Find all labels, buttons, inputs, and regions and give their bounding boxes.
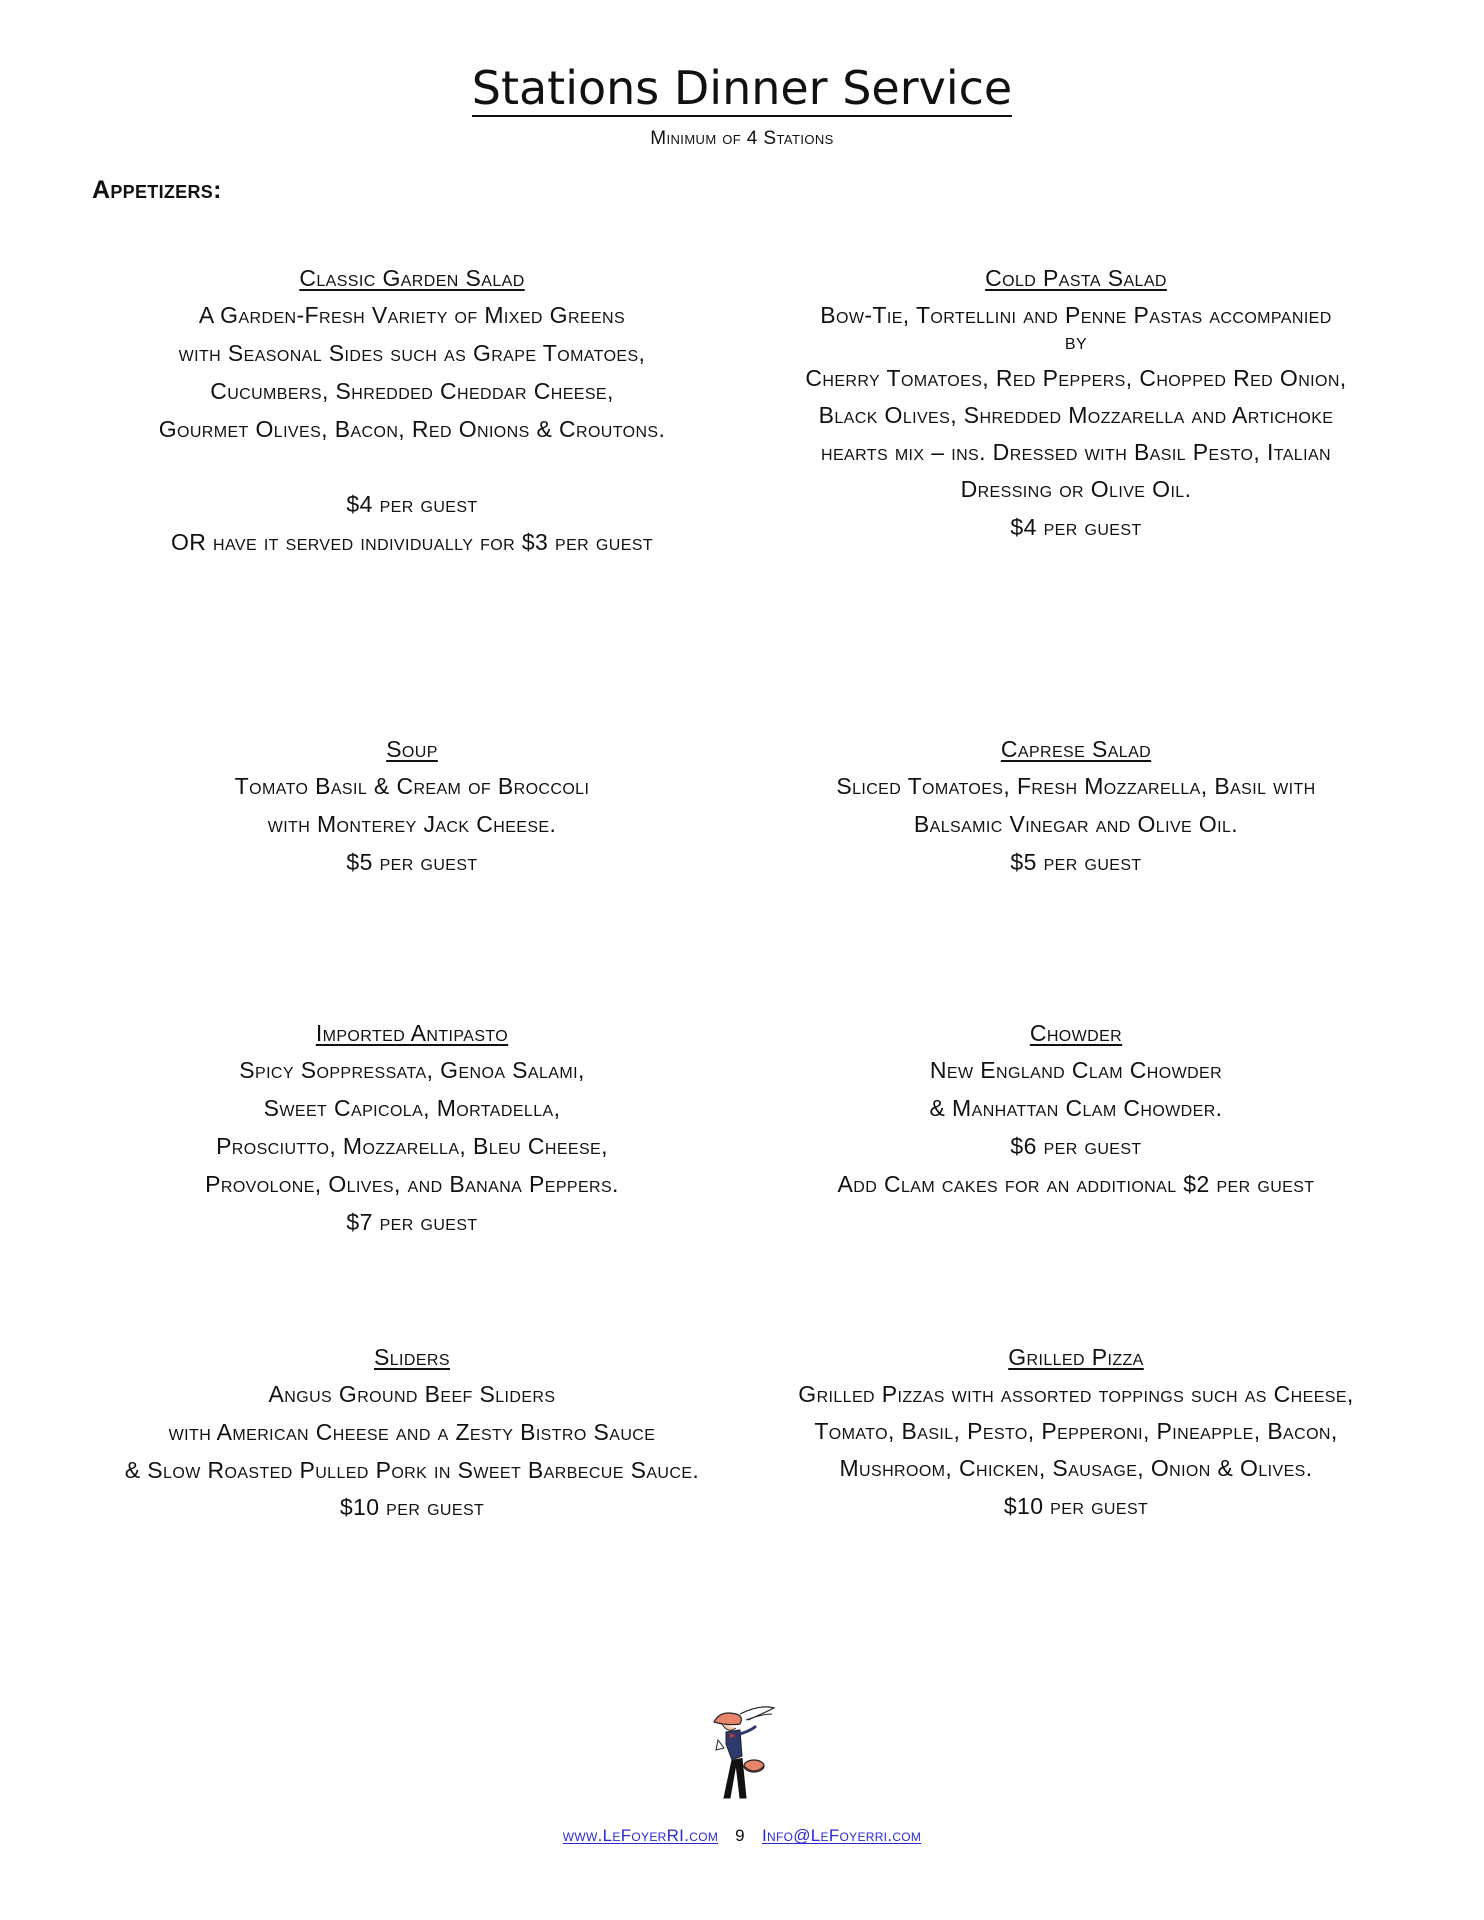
description-line: Balsamic Vinegar and Olive Oil. [913, 811, 1239, 837]
waiter-logo-icon [700, 1700, 782, 1808]
station-name: Classic Garden Salad [299, 265, 525, 291]
price: $10 per guest [339, 1494, 485, 1520]
description-line: with American Cheese and a Zesty Bistro Sauce [168, 1419, 656, 1445]
station-caprese-salad [756, 735, 1396, 887]
price: $10 per guest [1003, 1493, 1149, 1519]
description-line: with Seasonal Sides such as Grape Tomatoes, [178, 340, 646, 366]
description-line: Grilled Pizzas with assorted toppings such as Cheese, [798, 1381, 1354, 1407]
email-link[interactable]: Info@LeFoyerri.com [761, 1826, 922, 1845]
description-line: & Manhattan Clam Chowder. [929, 1095, 1223, 1121]
addon-note: Add Clam cakes for an additional $2 per guest [837, 1171, 1315, 1197]
description-line: Angus Ground Beef Sliders [268, 1381, 556, 1407]
price: $7 per guest [346, 1209, 478, 1235]
section-label-appetizers: Appetizers: [92, 176, 222, 204]
description-line: Tomato, Basil, Pesto, Pepperoni, Pineapple, Bacon, [814, 1418, 1338, 1444]
description-line: with Monterey Jack Cheese. [267, 811, 557, 837]
description-line: A Garden-Fresh Variety of Mixed Greens [198, 302, 626, 328]
price: $5 per guest [346, 849, 478, 875]
description-line: Tomato Basil & Cream of Broccoli [234, 773, 590, 799]
description-line: Sliced Tomatoes, Fresh Mozzarella, Basil with [836, 773, 1316, 799]
station-imported-antipasto [92, 1019, 732, 1247]
price: $4 per guest [346, 491, 478, 517]
station-cold-pasta-salad [756, 264, 1396, 552]
station-name: Caprese Salad [1000, 736, 1152, 762]
station-name: Soup [386, 736, 438, 762]
station-name: Cold Pasta Salad [985, 265, 1167, 291]
station-name: Chowder [1029, 1020, 1123, 1046]
description-line: New England Clam Chowder [929, 1057, 1223, 1083]
description-line: Spicy Soppressata, Genoa Salami, [239, 1057, 585, 1083]
station-soup [92, 735, 732, 887]
station-chowder [756, 1019, 1396, 1209]
station-name: Sliders [374, 1344, 450, 1370]
description-line: Sweet Capicola, Mortadella, [263, 1095, 561, 1121]
description-line: hearts mix – ins. Dressed with Basil Pesto, Italian [821, 439, 1331, 465]
description-line: Mushroom, Chicken, Sausage, Onion & Olives. [839, 1455, 1313, 1481]
description-line: Gourmet Olives, Bacon, Red Onions & Croutons. [158, 416, 666, 442]
description-line: Black Olives, Shredded Mozzarella and Artichoke [818, 402, 1334, 428]
description-line: Dressing or Olive Oil. [960, 476, 1192, 502]
price: $6 per guest [1010, 1133, 1142, 1159]
description-line: Bow-Tie, Tortellini and Penne Pastas accompanied by [820, 302, 1332, 354]
description-line: Cucumbers, Shredded Cheddar Cheese, [210, 378, 614, 404]
price-alternative: OR have it served individually for $3 per guest [170, 529, 654, 555]
station-name: Grilled Pizza [1008, 1344, 1144, 1370]
page-subtitle: Minimum of 4 Stations [650, 128, 834, 149]
price: $5 per guest [1010, 849, 1142, 875]
description-line: Cherry Tomatoes, Red Peppers, Chopped Red Onion, [805, 365, 1347, 391]
station-classic-garden-salad [92, 264, 732, 567]
page-title: Stations Dinner Service [471, 61, 1013, 115]
spacer [92, 453, 732, 491]
station-sliders [92, 1343, 732, 1532]
website-link[interactable]: www.LeFoyerRI.com [562, 1826, 719, 1845]
description-line: Provolone, Olives, and Banana Peppers. [205, 1171, 619, 1197]
footer [0, 1826, 1484, 1846]
page-number: 9 [735, 1826, 745, 1845]
description-line: Prosciutto, Mozzarella, Bleu Cheese, [216, 1133, 608, 1159]
description-line: & Slow Roasted Pulled Pork in Sweet Barbecue Sauce. [124, 1457, 700, 1483]
station-grilled-pizza [756, 1343, 1396, 1531]
price: $4 per guest [1010, 514, 1142, 540]
station-name: Imported Antipasto [315, 1020, 509, 1046]
